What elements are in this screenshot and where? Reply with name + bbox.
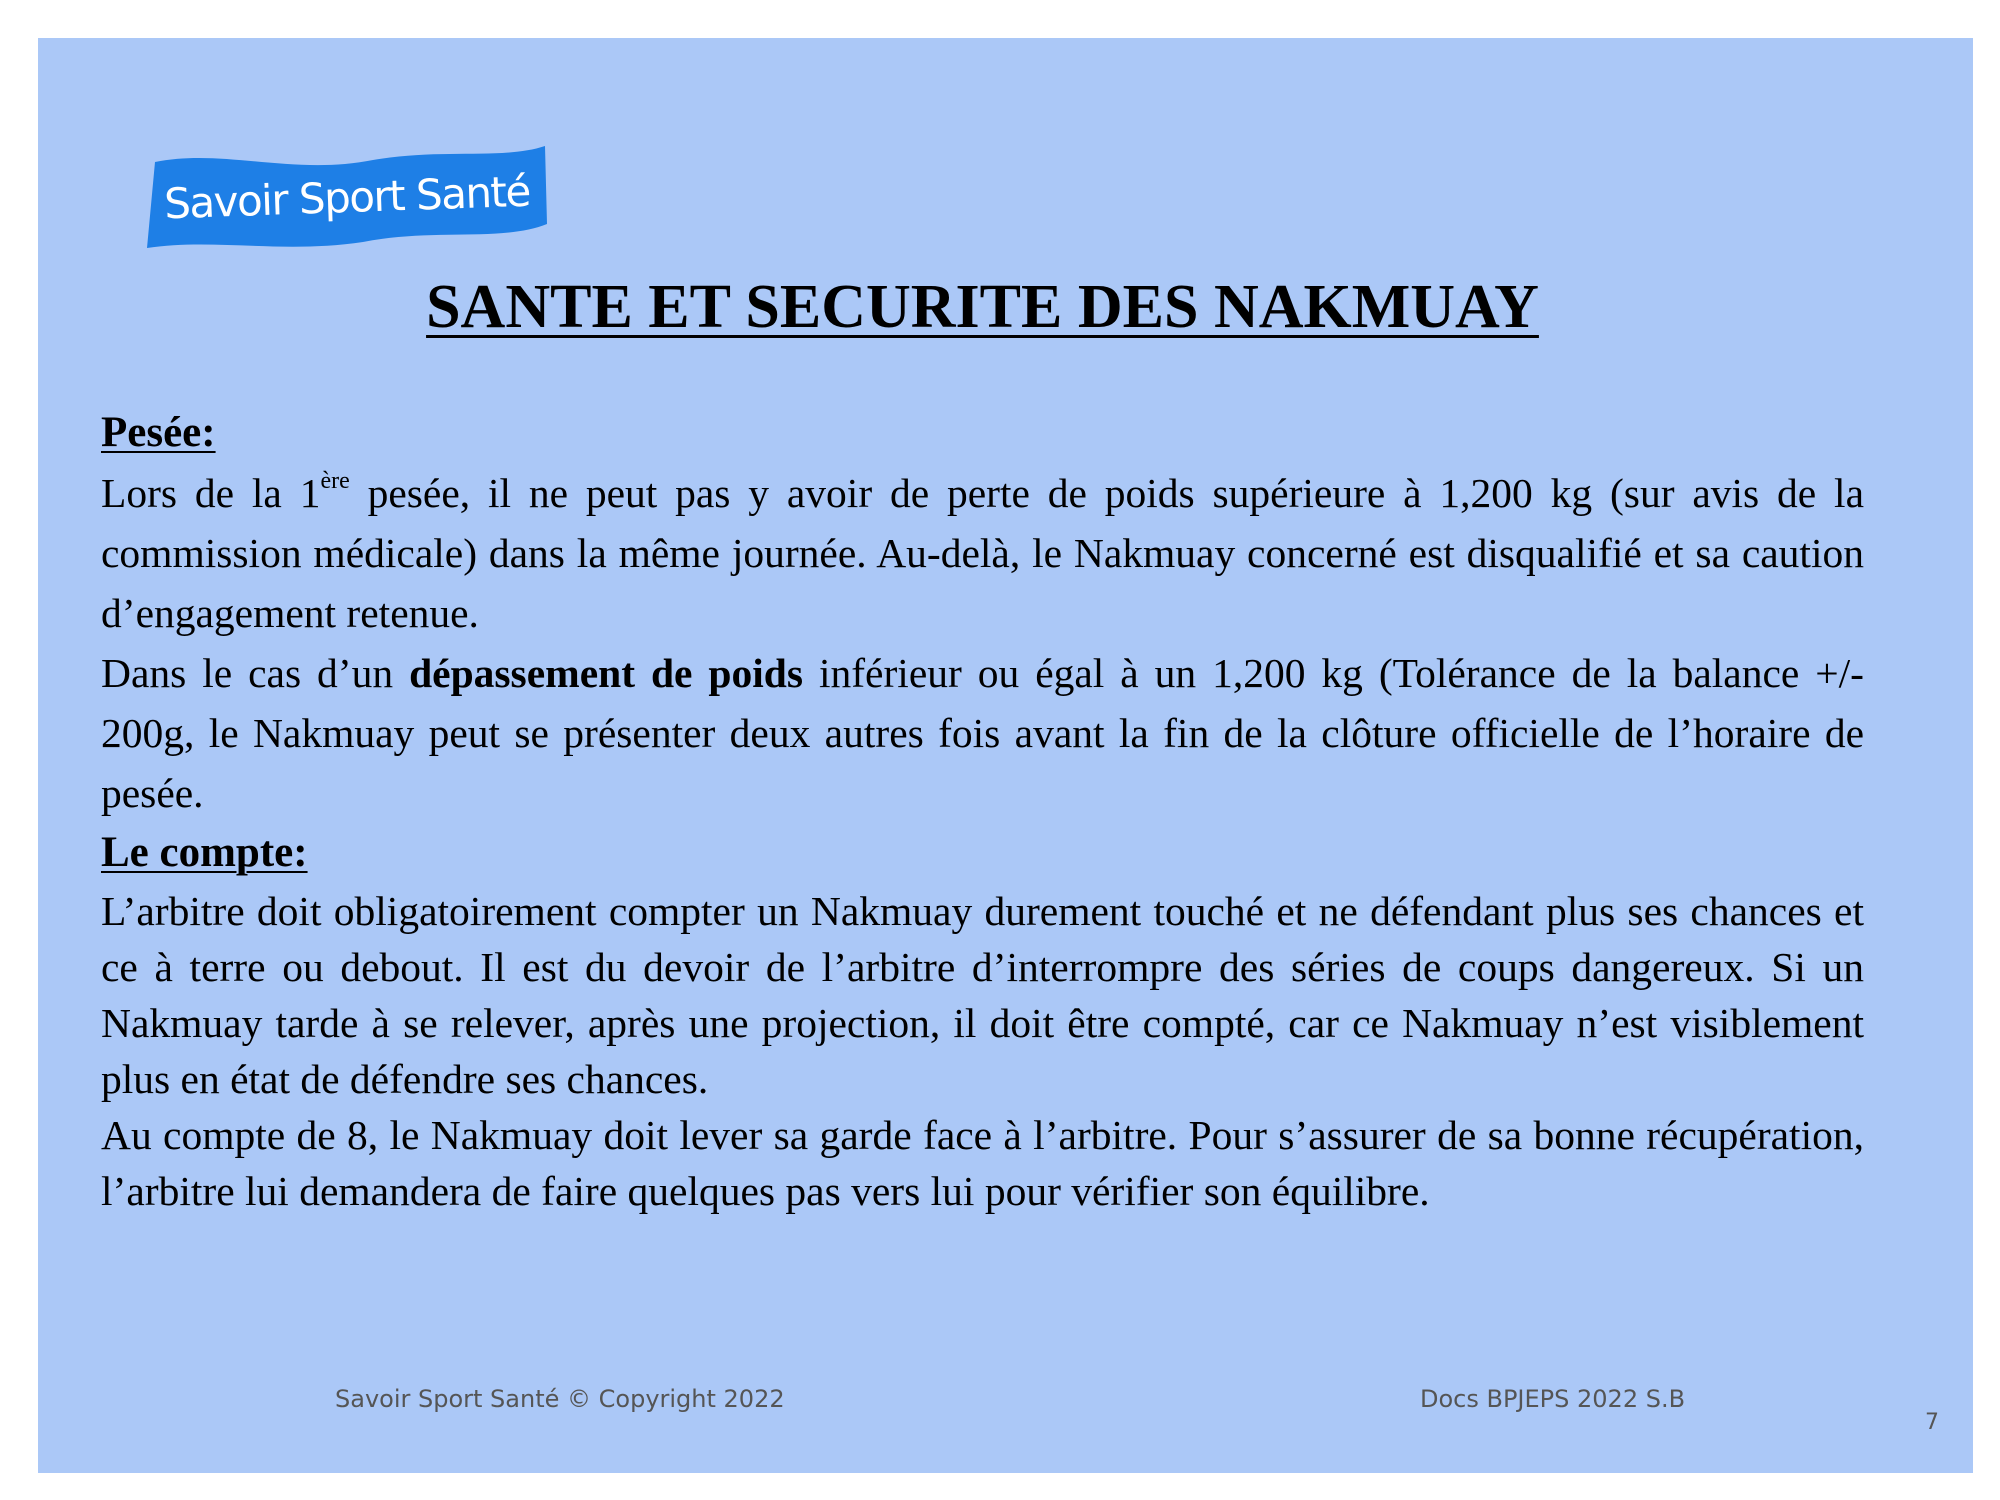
page-number: 7 (1925, 1410, 1939, 1435)
superscript: ère (320, 468, 350, 495)
compte-paragraph-2: Au compte de 8, le Nakmuay doit lever sa garde face à l’arbitre. Pour s’assurer de sa bonne récupération, l’arbitre lui demandera de faire quelques pas vers lui pour vérifier son équilibre. (101, 1112, 1864, 1214)
logo-text: Savoir Sport Santé (163, 166, 531, 229)
text-span: inférieur ou égal à un 1,200 kg (Tolérance de la balance +/- 200g, le Nakmuay peut se présenter deux autres fois avant la fin de la clôture officielle de l’horaire de pesée. (101, 650, 1864, 816)
pesee-paragraph-2 (101, 643, 1864, 823)
compte-paragraph-1: L’arbitre doit obligatoirement compter un Nakmuay durement touché et ne défendant plus ses chances et ce à terre ou debout. Il est du devoir de l’arbitre d’interrompre des séries de coups dangereux. Si un Nakmuay tarde à se relever, après une projection, il doit être compté, car ce Nakmuay n’est visiblement plus en état de défendre ses chances. (101, 888, 1864, 1102)
footer-copyright: Savoir Sport Santé © Copyright 2022 (335, 1385, 785, 1413)
section-heading-pesee: Pesée: (101, 409, 216, 456)
text-span: pesée, il ne peut pas y avoir de perte de poids supérieure à 1,200 kg (sur avis de la commission médicale) dans la même journée. Au-delà, le Nakmuay concerné est disqualifié et sa caution d’engagement retenue. (101, 470, 1864, 636)
footer-docs: Docs BPJEPS 2022 S.B (1420, 1385, 1686, 1413)
bold-phrase: dépassement de poids (409, 650, 803, 696)
page-title: SANTE ET SECURITE DES NAKMUAY (426, 273, 1539, 341)
savoir-sport-sante-logo (143, 146, 548, 254)
main-content (101, 403, 1864, 1219)
section-heading-compte: Le compte: (101, 829, 308, 876)
pesee-paragraph-1 (101, 463, 1864, 643)
text-span: Dans le cas d’un (101, 650, 410, 696)
text-span: Lors de la 1 (101, 470, 321, 516)
